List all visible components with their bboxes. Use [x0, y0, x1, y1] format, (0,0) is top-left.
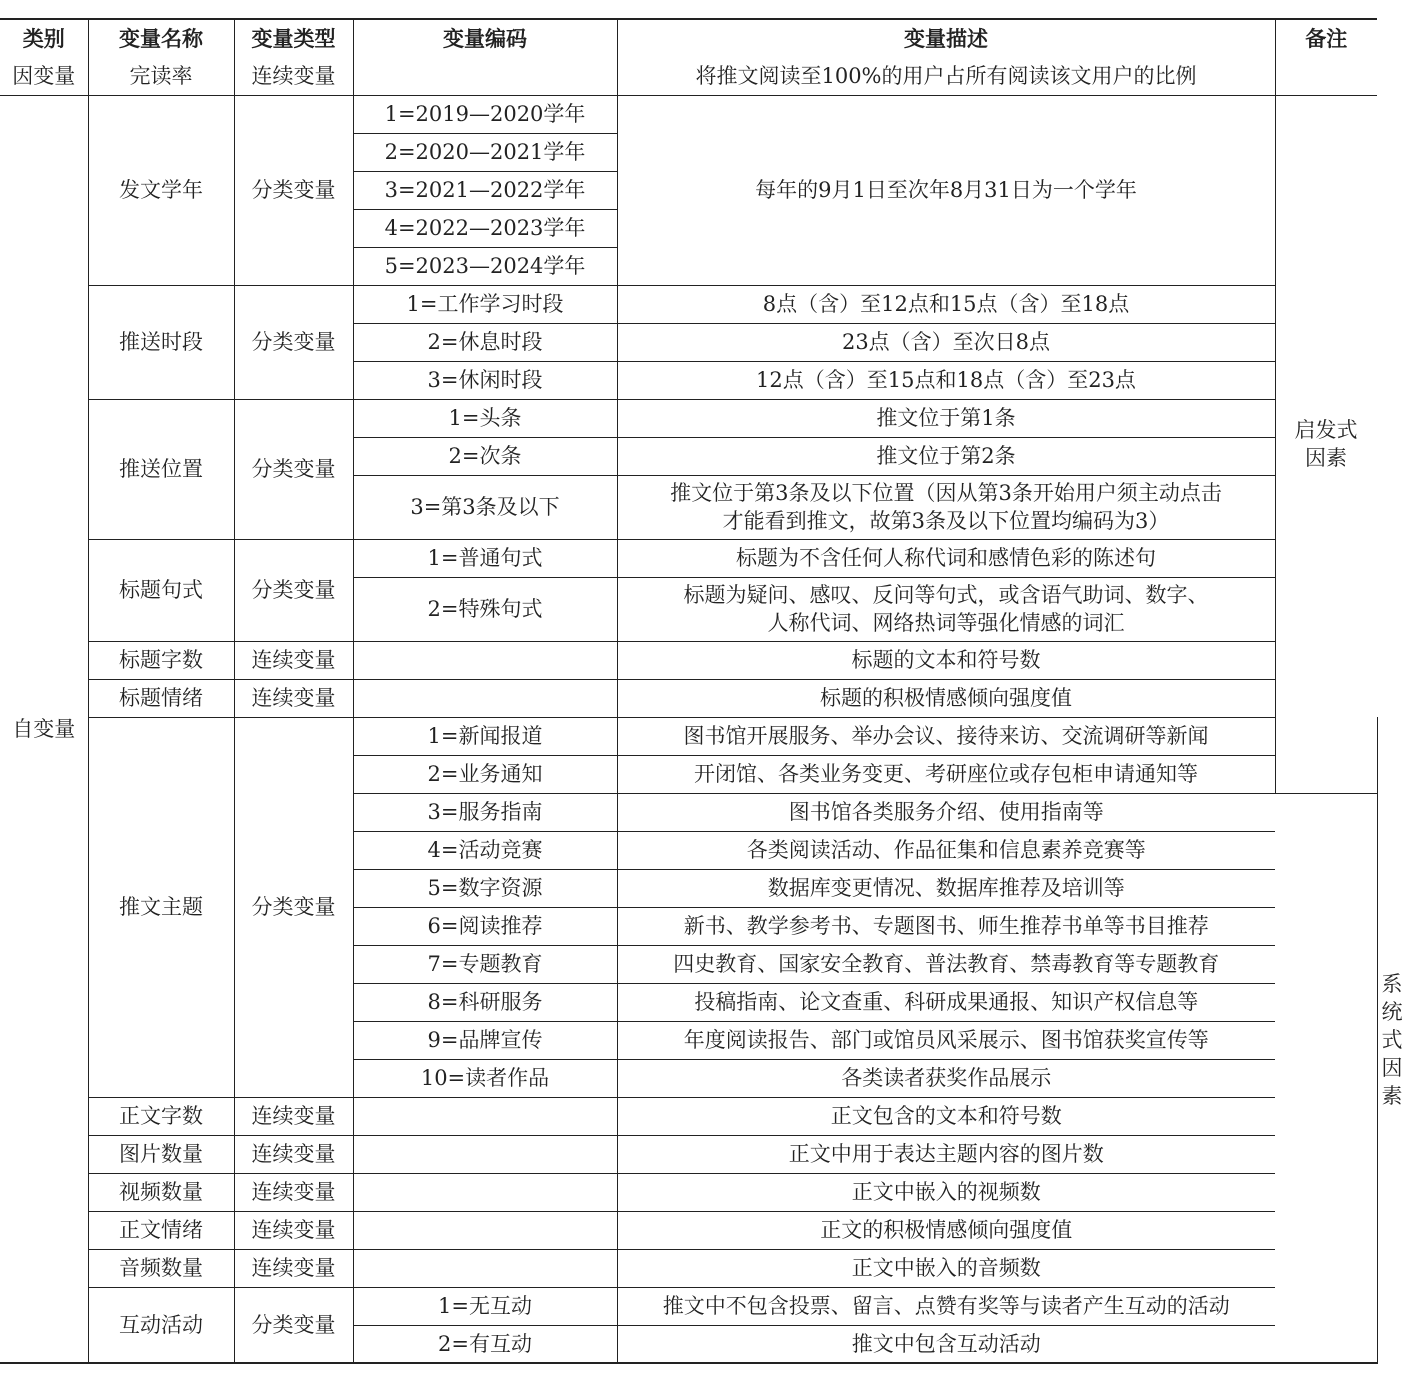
header-var-type: 变量类型 [234, 19, 353, 57]
table-row [0, 1211, 1377, 1249]
table-row [0, 1287, 1377, 1325]
var-code-cell: 3=服务指南 [353, 793, 617, 831]
var-desc-cell: 标题的积极情感倾向强度值 [617, 679, 1275, 717]
var-code-cell: 6=阅读推荐 [353, 907, 617, 945]
var-name-cell: 正文字数 [88, 1097, 234, 1135]
var-name-cell: 推送时段 [88, 285, 234, 399]
var-desc-cell: 投稿指南、论文查重、科研成果通报、知识产权信息等 [617, 983, 1275, 1021]
var-desc-cell: 正文中嵌入的视频数 [617, 1173, 1275, 1211]
var-desc-cell: 图书馆各类服务介绍、使用指南等 [617, 793, 1275, 831]
table-row [0, 717, 1377, 755]
category-cell: 自变量 [0, 95, 88, 1363]
header-var-desc: 变量描述 [617, 19, 1275, 57]
var-desc-cell: 将推文阅读至100%的用户占所有阅读该文用户的比例 [617, 57, 1275, 95]
var-name-cell: 音频数量 [88, 1249, 234, 1287]
var-desc-cell: 12点（含）至15点和18点（含）至23点 [617, 361, 1275, 399]
var-type-cell: 分类变量 [234, 285, 353, 399]
table-row [0, 1173, 1377, 1211]
var-code-cell: 2=2020—2021学年 [353, 133, 617, 171]
var-desc-cell: 正文中用于表达主题内容的图片数 [617, 1135, 1275, 1173]
var-code-cell: 1=新闻报道 [353, 717, 617, 755]
var-code-cell: 4=活动竞赛 [353, 831, 617, 869]
var-code-cell: 2=业务通知 [353, 755, 617, 793]
desc-line: 才能看到推文，故第3条及以下位置均编码为3） [722, 509, 1170, 533]
table-row [0, 539, 1377, 577]
var-desc-cell: 年度阅读报告、部门或馆员风采展示、图书馆获奖宣传等 [617, 1021, 1275, 1059]
var-desc-cell [617, 577, 1275, 641]
desc-line: 推文位于第3条及以下位置（因从第3条开始用户须主动点击 [670, 481, 1222, 505]
table-row [0, 1135, 1377, 1173]
var-desc-cell: 正文的积极情感倾向强度值 [617, 1211, 1275, 1249]
var-desc-cell: 开闭馆、各类业务变更、考研座位或存包柜申请通知等 [617, 755, 1275, 793]
desc-line: 人称代词、网络热词等强化情感的词汇 [767, 611, 1125, 635]
var-type-cell: 分类变量 [234, 95, 353, 285]
var-name-cell: 正文情绪 [88, 1211, 234, 1249]
var-type-cell: 分类变量 [234, 399, 353, 539]
var-name-cell: 标题句式 [88, 539, 234, 641]
note-line: 因素 [1305, 446, 1347, 470]
var-desc-cell: 推文位于第1条 [617, 399, 1275, 437]
var-name-cell: 完读率 [88, 57, 234, 95]
var-type-cell: 分类变量 [234, 717, 353, 1097]
table-row [0, 1097, 1377, 1135]
var-desc-cell: 各类读者获奖作品展示 [617, 1059, 1275, 1097]
var-code-cell [353, 57, 617, 95]
var-code-cell: 1=普通句式 [353, 539, 617, 577]
note-cell [1275, 57, 1377, 95]
header-note: 备注 [1275, 19, 1377, 57]
var-code-cell: 2=休息时段 [353, 323, 617, 361]
var-desc-cell: 四史教育、国家安全教育、普法教育、禁毒教育等专题教育 [617, 945, 1275, 983]
var-type-cell: 连续变量 [234, 1173, 353, 1211]
var-code-cell: 2=有互动 [353, 1325, 617, 1363]
var-name-cell: 标题情绪 [88, 679, 234, 717]
var-code-cell: 3=2021—2022学年 [353, 171, 617, 209]
var-code-cell: 8=科研服务 [353, 983, 617, 1021]
var-code-cell: 1=头条 [353, 399, 617, 437]
note-line: 系统式 [1381, 971, 1403, 1052]
var-desc-cell: 推文位于第2条 [617, 437, 1275, 475]
var-code-cell: 10=读者作品 [353, 1059, 617, 1097]
table-row [0, 57, 1377, 95]
table-row [0, 679, 1377, 717]
var-code-cell: 1=无互动 [353, 1287, 617, 1325]
var-code-cell: 1=工作学习时段 [353, 285, 617, 323]
header-var-name: 变量名称 [88, 19, 234, 57]
note-line: 因素 [1381, 1055, 1403, 1108]
var-code-cell: 7=专题教育 [353, 945, 617, 983]
var-type-cell: 连续变量 [234, 1249, 353, 1287]
var-desc-cell: 标题的文本和符号数 [617, 641, 1275, 679]
var-name-cell: 视频数量 [88, 1173, 234, 1211]
var-desc-cell: 8点（含）至12点和15点（含）至18点 [617, 285, 1275, 323]
var-code-cell: 5=2023—2024学年 [353, 247, 617, 285]
var-type-cell: 连续变量 [234, 57, 353, 95]
var-code-cell: 2=次条 [353, 437, 617, 475]
var-desc-cell: 数据库变更情况、数据库推荐及培训等 [617, 869, 1275, 907]
variable-table [0, 18, 1403, 1364]
var-type-cell: 连续变量 [234, 679, 353, 717]
header-var-code: 变量编码 [353, 19, 617, 57]
table-row [0, 399, 1377, 437]
var-name-cell: 推送位置 [88, 399, 234, 539]
var-code-cell: 5=数字资源 [353, 869, 617, 907]
var-name-cell: 互动活动 [88, 1287, 234, 1363]
var-code-cell [353, 1249, 617, 1287]
var-type-cell: 连续变量 [234, 1097, 353, 1135]
table-row [0, 1249, 1377, 1287]
var-code-cell: 2=特殊句式 [353, 577, 617, 641]
var-code-cell: 3=第3条及以下 [353, 475, 617, 539]
var-code-cell [353, 679, 617, 717]
table-row [0, 285, 1377, 323]
var-desc-cell: 新书、教学参考书、专题图书、师生推荐书单等书目推荐 [617, 907, 1275, 945]
var-code-cell: 9=品牌宣传 [353, 1021, 617, 1059]
header-category: 类别 [0, 19, 88, 57]
var-type-cell: 连续变量 [234, 1135, 353, 1173]
var-desc-cell: 各类阅读活动、作品征集和信息素养竞赛等 [617, 831, 1275, 869]
note-cell-heuristic [1275, 95, 1377, 793]
var-code-cell: 4=2022—2023学年 [353, 209, 617, 247]
var-type-cell: 连续变量 [234, 641, 353, 679]
var-code-cell [353, 1097, 617, 1135]
var-desc-cell: 正文包含的文本和符号数 [617, 1097, 1275, 1135]
var-code-cell: 1=2019—2020学年 [353, 95, 617, 133]
var-code-cell [353, 1135, 617, 1173]
var-type-cell: 分类变量 [234, 1287, 353, 1363]
table-row [0, 95, 1377, 133]
var-code-cell: 3=休闲时段 [353, 361, 617, 399]
var-desc-cell: 正文中嵌入的音频数 [617, 1249, 1275, 1287]
var-desc-cell: 推文中包含互动活动 [617, 1325, 1275, 1363]
var-desc-cell: 每年的9月1日至次年8月31日为一个学年 [617, 95, 1275, 285]
var-desc-cell: 图书馆开展服务、举办会议、接待来访、交流调研等新闻 [617, 717, 1275, 755]
var-code-cell [353, 1173, 617, 1211]
var-type-cell: 分类变量 [234, 539, 353, 641]
var-desc-cell: 标题为不含任何人称代词和感情色彩的陈述句 [617, 539, 1275, 577]
table-row [0, 641, 1377, 679]
category-cell: 因变量 [0, 57, 88, 95]
var-type-cell: 连续变量 [234, 1211, 353, 1249]
var-name-cell: 发文学年 [88, 95, 234, 285]
note-line: 启发式 [1294, 418, 1358, 442]
var-name-cell: 图片数量 [88, 1135, 234, 1173]
var-code-cell [353, 641, 617, 679]
var-desc-cell [617, 475, 1275, 539]
var-desc-cell: 23点（含）至次日8点 [617, 323, 1275, 361]
var-name-cell: 标题字数 [88, 641, 234, 679]
header-row [0, 19, 1377, 57]
var-code-cell [353, 1211, 617, 1249]
desc-line: 标题为疑问、感叹、反问等句式，或含语气助词、数字、 [683, 583, 1209, 607]
var-desc-cell: 推文中不包含投票、留言、点赞有奖等与读者产生互动的活动 [617, 1287, 1275, 1325]
var-name-cell: 推文主题 [88, 717, 234, 1097]
